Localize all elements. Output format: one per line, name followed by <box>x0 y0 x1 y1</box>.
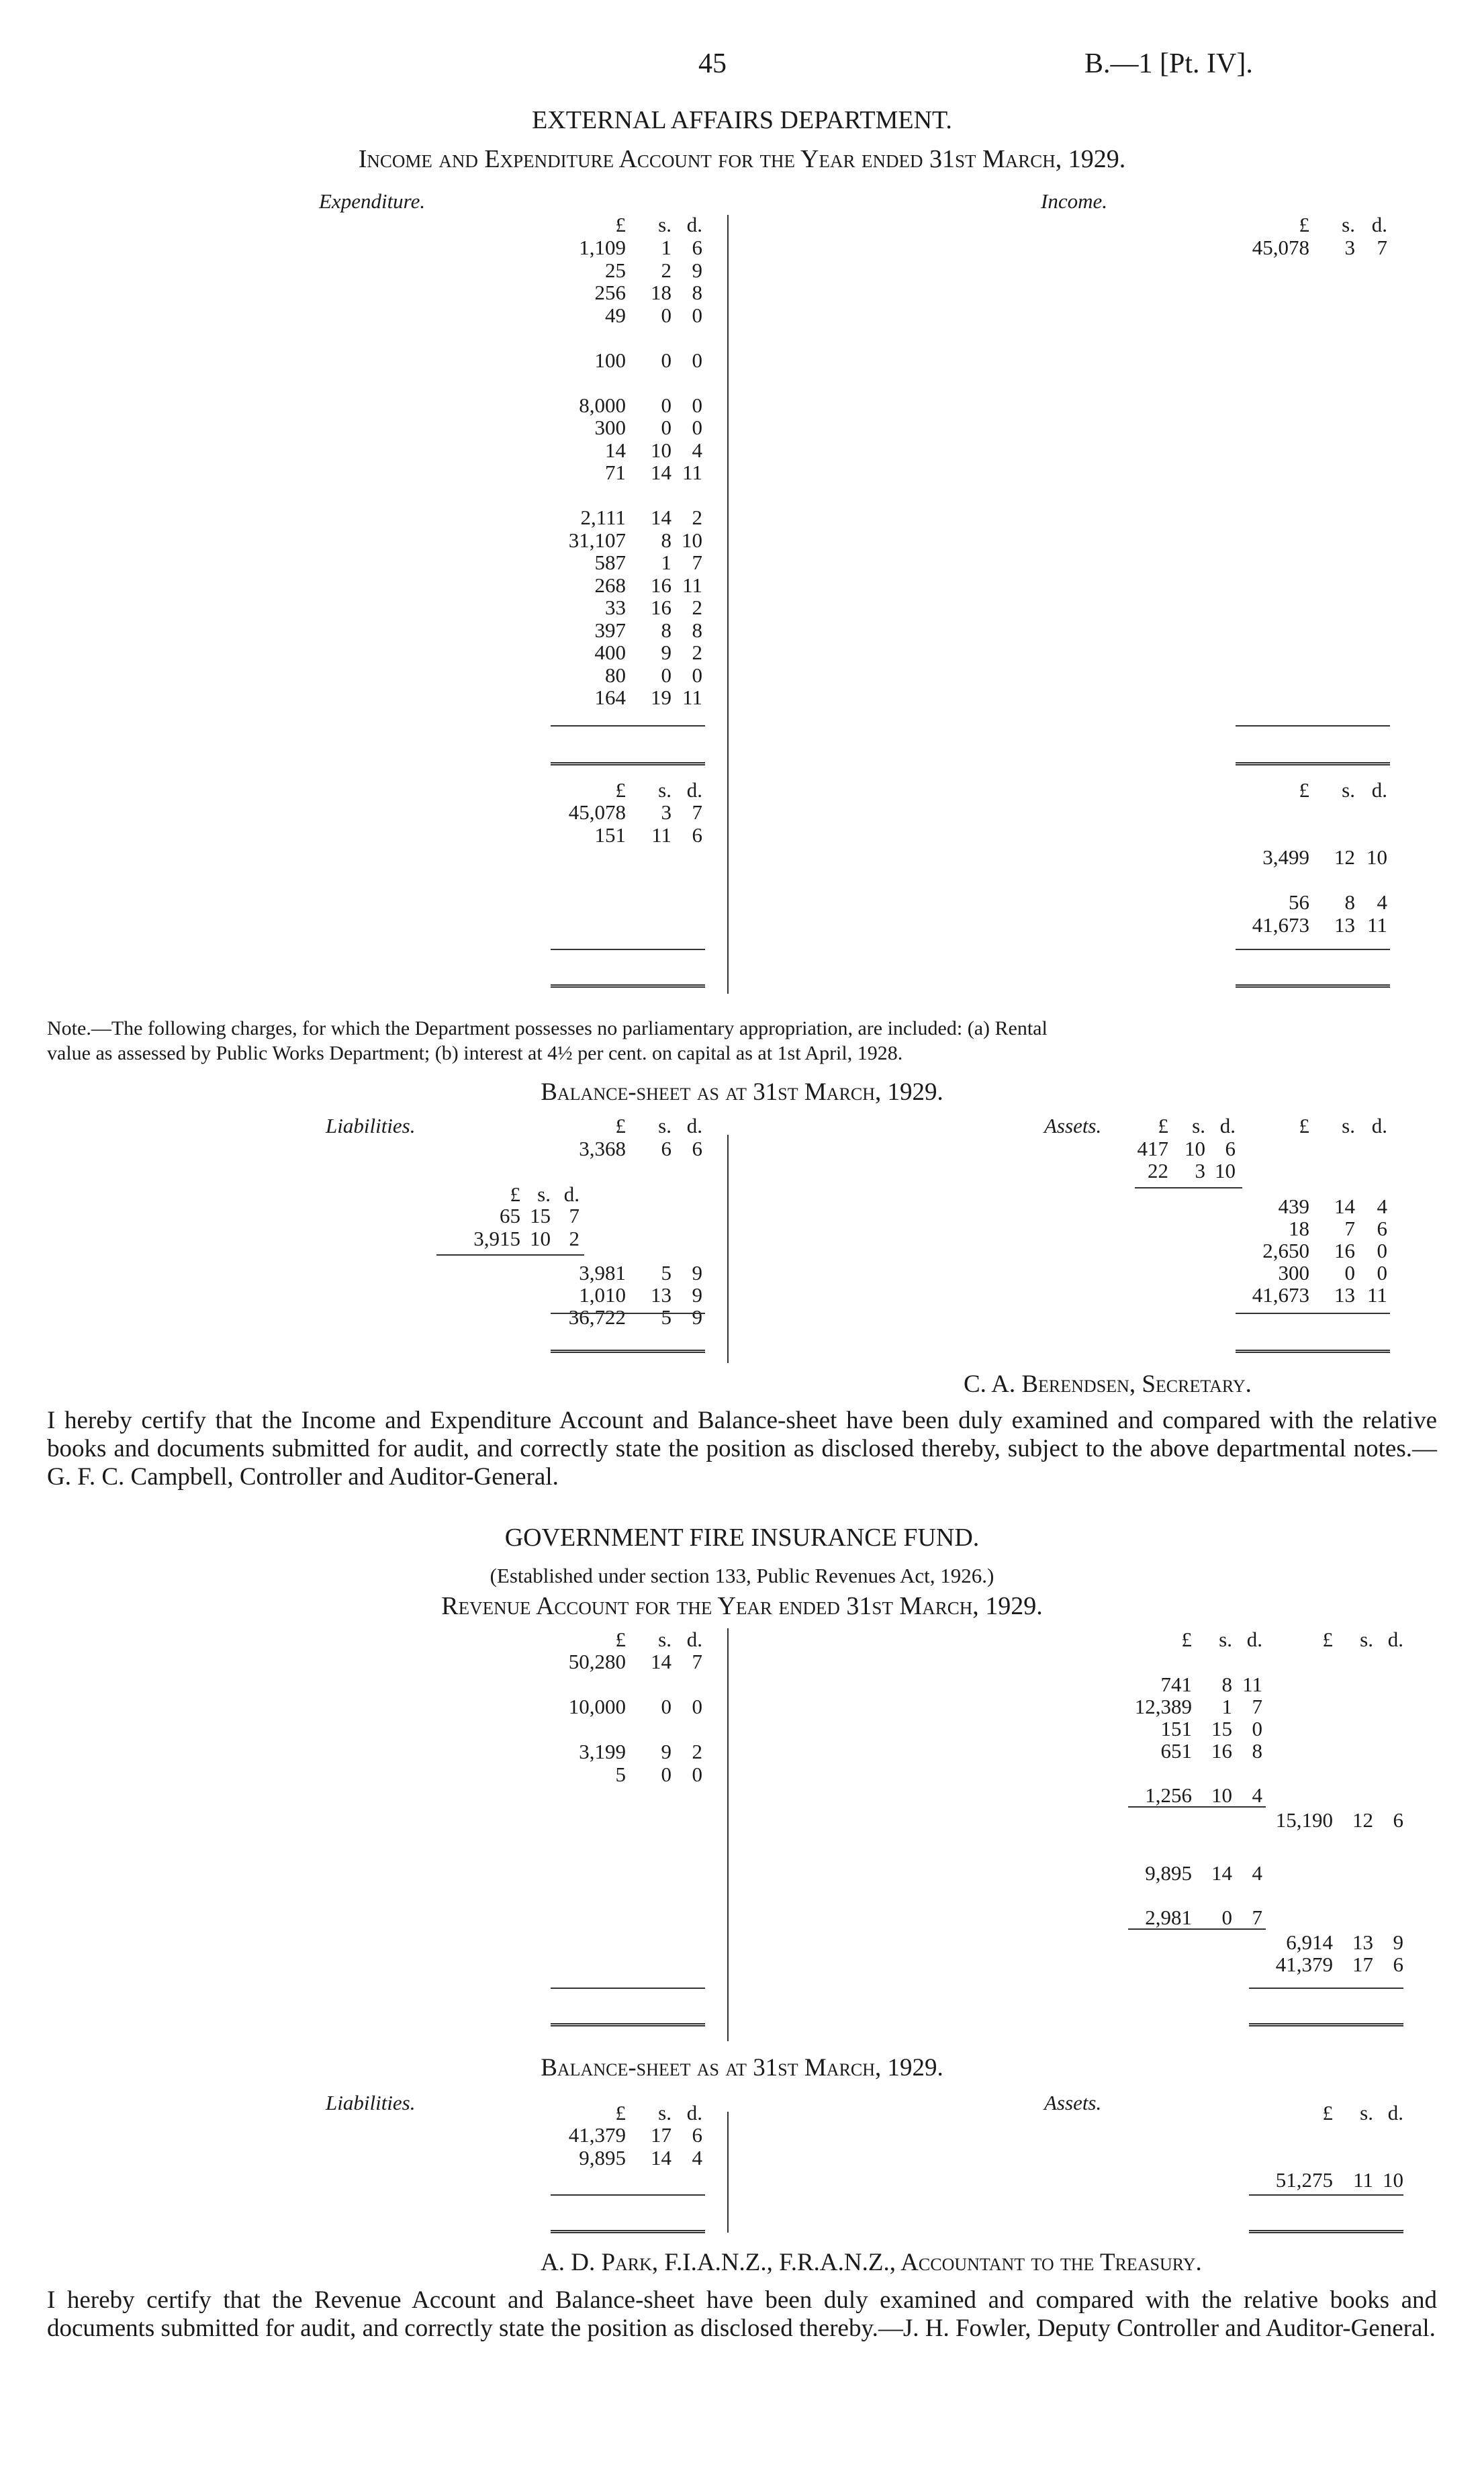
claims-sub-amount-pence: 7 <box>1252 1906 1262 1929</box>
expenditure-row-amount-shillings: 16 <box>651 573 671 597</box>
asset-amount-shillings: 7 <box>1344 1217 1355 1240</box>
shillings-head: s. <box>658 213 671 236</box>
total-double-rule <box>551 984 705 990</box>
expenditure-row-amount-pounds: 256 <box>594 281 626 304</box>
pence-head: d. <box>1371 213 1387 236</box>
pence-head: d. <box>1246 1628 1262 1651</box>
pound-sign: £ <box>1322 2101 1333 2124</box>
expenditure-row-amount-pounds: 71 <box>605 461 626 484</box>
claims-sub-amount-shillings: 15 <box>1211 1717 1232 1740</box>
expenditure-row-amount-pounds: 8,000 <box>579 393 626 417</box>
asset-amount-shillings: 16 <box>1334 1239 1355 1262</box>
claims-sub-amount-pence: 4 <box>1252 1783 1262 1807</box>
asset-sub-amount-pounds: 22 <box>1148 1159 1168 1182</box>
shillings-head: s. <box>1219 1628 1232 1651</box>
expenditure-row-amount-pence: 2 <box>692 506 702 529</box>
audit-certificate-fire: I hereby certify that the Revenue Account and Balance-sheet have been duly examined and compared with the relative books and documents submitted for audit, and correctly state the position as disclosed thereby.—J. H. Fowler, Deputy Controller and Auditor-General. <box>47 2286 1437 2342</box>
revenue-row-amount-shillings: 14 <box>651 1650 671 1673</box>
total-double-rule <box>1236 1350 1390 1356</box>
balance-row-amount-shillings: 11 <box>651 823 671 847</box>
liability-amount-pence: 9 <box>692 1283 702 1307</box>
credit-row-amount-pounds: 56 <box>1289 890 1309 914</box>
column-divider <box>727 1628 729 2041</box>
claims-sub-amount-pence: 0 <box>1252 1717 1262 1740</box>
balance-row-amount-pence: 6 <box>692 823 702 847</box>
asset-amount-pounds: 41,673 <box>1252 1283 1309 1307</box>
expenditure-row-amount-pence: 8 <box>692 281 702 304</box>
credit-row-amount-shillings: 12 <box>1334 845 1355 869</box>
pence-head: d. <box>1371 1114 1387 1137</box>
asset-amount-pence: 6 <box>1377 1217 1387 1240</box>
expenditure-row-amount-shillings: 19 <box>651 686 671 709</box>
pence-head: d. <box>1387 2101 1403 2124</box>
asset-amount-shillings: 14 <box>1334 1195 1355 1218</box>
liability-amount-shillings: 6 <box>661 1137 671 1160</box>
subtotal-rule <box>436 1254 584 1256</box>
pence-head: d. <box>686 1628 702 1651</box>
revenue-row-amount-pounds: 50,280 <box>568 1650 626 1673</box>
departmental-note-line2: value as assessed by Public Works Department; (b) interest at 4½ per cent. on capital as at 1st April, 1928. <box>47 1042 903 1064</box>
asset-sub-amount-pence: 10 <box>1215 1159 1236 1182</box>
expenditure-row-amount-pence: 2 <box>692 596 702 619</box>
liability-sub-amount-shillings: 10 <box>530 1227 551 1250</box>
liability-amount-shillings: 5 <box>661 1261 671 1285</box>
asset-amount-pounds: 439 <box>1278 1195 1309 1218</box>
expenditure-row-amount-pounds: 587 <box>594 551 626 574</box>
pence-head: d. <box>563 1182 579 1206</box>
departmental-note-line1: Note.—The following charges, for which the Department possesses no parliamentary appropriation, are included: (a) Rental <box>47 1017 1048 1039</box>
expenditure-row-amount-shillings: 1 <box>661 551 671 574</box>
expenditure-row-amount-pence: 9 <box>692 258 702 282</box>
shillings-head: s. <box>537 1182 551 1206</box>
subtotal-rule <box>1236 1313 1390 1314</box>
asset-amount-pence: 11 <box>1367 1283 1387 1307</box>
fire-liability-row-amount-pence: 6 <box>692 2123 702 2147</box>
signature-accountant <box>541 2251 1202 2274</box>
claims-sub-amount-pence: 11 <box>1242 1673 1262 1696</box>
asset-amount-pence: 4 <box>1377 1195 1387 1218</box>
claims-sub-amount-shillings: 1 <box>1221 1695 1232 1718</box>
pound-sign: £ <box>1299 1114 1309 1137</box>
shillings-head: s. <box>1342 1114 1355 1137</box>
total-double-rule <box>551 1350 705 1356</box>
shillings-head: s. <box>658 1628 671 1651</box>
expenditure-row-amount-pence: 2 <box>692 641 702 664</box>
expenditure-row-amount-shillings: 10 <box>651 438 671 462</box>
income-row-amount-shillings: 3 <box>1344 236 1355 259</box>
section-subtitle-fire: Revenue Account for the Year ended 31st March, 1929. <box>441 1592 1043 1620</box>
liability-sub-amount-shillings: 15 <box>530 1204 551 1227</box>
asset-amount-shillings: 0 <box>1344 1261 1355 1285</box>
expenditure-row-amount-pence: 0 <box>692 303 702 327</box>
claims-sub-amount-shillings: 16 <box>1211 1739 1232 1763</box>
subtotal-rule <box>551 1313 705 1314</box>
subtotal-rule <box>551 1988 705 1989</box>
asset-amount-pounds: 18 <box>1289 1217 1309 1240</box>
liability-amount-pence: 6 <box>692 1137 702 1160</box>
liability-sub-amount-pence: 7 <box>569 1204 579 1227</box>
expenditure-row-amount-pence: 11 <box>682 573 702 597</box>
subtotal-rule <box>1249 2194 1403 2196</box>
expenditure-row-amount-pence: 7 <box>692 551 702 574</box>
column-divider <box>727 2112 729 2233</box>
fire-assets-label: Assets. <box>1044 2091 1102 2114</box>
balance-sheet-title-external: Balance-sheet as at 31st March, 1929. <box>541 1078 943 1106</box>
asset-sub-amount-shillings: 3 <box>1195 1159 1205 1182</box>
fire-asset-row-amount-pounds: 51,275 <box>1275 2168 1333 2192</box>
section-title-fire: GOVERNMENT FIRE INSURANCE FUND. <box>504 1524 980 1552</box>
claims-sub-amount-pounds: 12,389 <box>1134 1695 1192 1718</box>
subtotal-rule <box>1236 949 1390 950</box>
fire-liability-row-amount-shillings: 17 <box>651 2123 671 2147</box>
liabilities-label: Liabilities. <box>326 1114 416 1137</box>
page-number: 45 <box>698 48 727 79</box>
subtotal-rule <box>551 2194 705 2196</box>
fire-asset-row-amount-pence: 10 <box>1383 2168 1403 2192</box>
expenditure-row-amount-pounds: 300 <box>594 416 626 439</box>
revenue-row-amount-shillings: 0 <box>661 1762 671 1786</box>
expenditure-row-amount-pounds: 14 <box>605 438 626 462</box>
total-double-rule <box>1236 762 1390 768</box>
claims-sub-amount-pounds: 1,256 <box>1145 1783 1192 1807</box>
claims-sub-amount-pounds: 151 <box>1160 1717 1192 1740</box>
pound-sign: £ <box>1181 1628 1192 1651</box>
expenditure-row-amount-pounds: 1,109 <box>579 236 626 259</box>
liability-sub-amount-pounds: 3,915 <box>473 1227 520 1250</box>
expenditure-row-amount-pounds: 400 <box>594 641 626 664</box>
expenditure-row-amount-pounds: 49 <box>605 303 626 327</box>
claims-amount-pence: 9 <box>1393 1930 1403 1954</box>
asset-sub-amount-shillings: 10 <box>1185 1137 1205 1160</box>
total-double-rule <box>1249 2023 1403 2029</box>
balance-sheet-title-fire: Balance-sheet as at 31st March, 1929. <box>541 2054 943 2082</box>
revenue-row-amount-pence: 7 <box>692 1650 702 1673</box>
credit-row-amount-shillings: 13 <box>1334 913 1355 937</box>
expenditure-row-amount-pounds: 100 <box>594 348 626 372</box>
shillings-head: s. <box>658 2101 671 2124</box>
pound-sign: £ <box>1158 1114 1168 1137</box>
revenue-row-amount-shillings: 0 <box>661 1695 671 1718</box>
pence-head: d. <box>686 213 702 236</box>
section-title-external: EXTERNAL AFFAIRS DEPARTMENT. <box>532 106 952 134</box>
shillings-head: s. <box>1342 778 1355 802</box>
expenditure-row-amount-pence: 6 <box>692 236 702 259</box>
fire-liability-row-amount-pence: 4 <box>692 2145 702 2169</box>
expenditure-row-amount-pounds: 164 <box>594 686 626 709</box>
claims-sub-amount-shillings: 8 <box>1221 1673 1232 1696</box>
expenditure-row-amount-shillings: 0 <box>661 663 671 687</box>
document-reference: B.—1 [Pt. IV]. <box>1084 48 1253 79</box>
revenue-row-amount-pence: 2 <box>692 1740 702 1763</box>
shillings-head: s. <box>1360 1628 1373 1651</box>
balance-row-amount-pence: 7 <box>692 800 702 824</box>
expenditure-row-amount-shillings: 16 <box>651 596 671 619</box>
expenditure-row-amount-pence: 4 <box>692 438 702 462</box>
column-divider <box>727 215 729 994</box>
total-double-rule <box>551 2230 705 2236</box>
pound-sign: £ <box>615 1114 626 1137</box>
revenue-row-amount-pence: 0 <box>692 1762 702 1786</box>
subtotal-rule <box>1249 1988 1403 1989</box>
revenue-row-amount-shillings: 9 <box>661 1740 671 1763</box>
expenditure-row-amount-pence: 11 <box>682 461 702 484</box>
credit-row-amount-pence: 11 <box>1367 913 1387 937</box>
claims-sub-amount-shillings: 10 <box>1211 1783 1232 1807</box>
pound-sign: £ <box>615 778 626 802</box>
expenditure-row-amount-shillings: 14 <box>651 461 671 484</box>
signature-text: A. D. Park, F.I.A.N.Z., F.R.A.N.Z., Accountant to the Treasury. <box>541 2249 1202 2276</box>
liability-amount-pence: 9 <box>692 1305 702 1329</box>
pence-head: d. <box>686 1114 702 1137</box>
liability-amount-pounds: 36,722 <box>568 1305 626 1329</box>
credit-row-amount-pounds: 3,499 <box>1262 845 1309 869</box>
asset-sub-amount-pence: 6 <box>1225 1137 1236 1160</box>
liability-sub-amount-pence: 2 <box>569 1227 579 1250</box>
pound-sign: £ <box>1299 778 1309 802</box>
claims-sub-amount-pence: 8 <box>1252 1739 1262 1763</box>
expenditure-row-amount-shillings: 0 <box>661 416 671 439</box>
fire-asset-row-amount-shillings: 11 <box>1353 2168 1373 2192</box>
expenditure-row-amount-shillings: 9 <box>661 641 671 664</box>
pence-head: d. <box>686 778 702 802</box>
asset-amount-pence: 0 <box>1377 1261 1387 1285</box>
liability-amount-pounds: 3,368 <box>579 1137 626 1160</box>
revenue-row-amount-pence: 0 <box>692 1695 702 1718</box>
pence-head: d. <box>1387 1628 1403 1651</box>
pound-sign: £ <box>615 1628 626 1651</box>
claims-sub-amount-pence: 4 <box>1252 1861 1262 1885</box>
expenditure-row-amount-pence: 8 <box>692 618 702 642</box>
expenditure-row-amount-pence: 10 <box>682 528 702 552</box>
total-double-rule <box>1249 2230 1403 2236</box>
credit-row-amount-shillings: 8 <box>1344 890 1355 914</box>
fire-liability-row-amount-pounds: 9,895 <box>579 2145 626 2169</box>
claims-sub-amount-pounds: 741 <box>1160 1673 1192 1696</box>
expenditure-row-amount-pence: 0 <box>692 663 702 687</box>
asset-amount-shillings: 13 <box>1334 1283 1355 1307</box>
expenditure-row-amount-pounds: 25 <box>605 258 626 282</box>
shillings-head: s. <box>658 778 671 802</box>
expenditure-row-amount-pounds: 397 <box>594 618 626 642</box>
expenditure-row-amount-shillings: 0 <box>661 393 671 417</box>
section-subtitle-external: Income and Expenditure Account for the Year ended 31st March, 1929. <box>358 145 1126 173</box>
claims-amount-shillings: 17 <box>1352 1953 1373 1976</box>
total-double-rule <box>551 2023 705 2029</box>
claims-sub-amount-pence: 7 <box>1252 1695 1262 1718</box>
asset-amount-pence: 0 <box>1377 1239 1387 1262</box>
credit-row-amount-pounds: 41,673 <box>1252 913 1309 937</box>
balance-row-amount-shillings: 3 <box>661 800 671 824</box>
expenditure-row-amount-shillings: 18 <box>651 281 671 304</box>
audit-certificate-external: I hereby certify that the Income and Expenditure Account and Balance-sheet have been duly examined and compared with the relative books and documents submitted for audit, and correctly state the position as disclosed thereby, subject to the above departmental notes.—G. F. C. Campbell, Controller and Auditor-General. <box>47 1407 1437 1491</box>
established-note: (Established under section 133, Public Revenues Act, 1926.) <box>490 1564 994 1587</box>
asset-amount-pounds: 2,650 <box>1262 1239 1309 1262</box>
pound-sign: £ <box>510 1182 520 1206</box>
shillings-head: s. <box>1342 213 1355 236</box>
signature-text: C. A. Berendsen, Secretary. <box>964 1370 1252 1398</box>
expenditure-row-amount-shillings: 8 <box>661 528 671 552</box>
revenue-row-amount-pounds: 10,000 <box>568 1695 626 1718</box>
liability-amount-shillings: 5 <box>661 1305 671 1329</box>
claims-amount-pounds: 6,914 <box>1286 1930 1333 1954</box>
fire-liability-row-amount-shillings: 14 <box>651 2145 671 2169</box>
expenditure-row-amount-pence: 0 <box>692 348 702 372</box>
expenditure-row-amount-pounds: 268 <box>594 573 626 597</box>
pound-sign: £ <box>1299 213 1309 236</box>
expenditure-row-amount-pence: 0 <box>692 393 702 417</box>
claims-amount-pence: 6 <box>1393 1808 1403 1832</box>
expenditure-row-amount-pounds: 2,111 <box>580 506 626 529</box>
subtotal-rule <box>551 949 705 950</box>
column-divider <box>727 1135 729 1363</box>
fire-liabilities-label: Liabilities. <box>326 2091 416 2114</box>
claims-sub-amount-shillings: 0 <box>1221 1906 1232 1929</box>
pound-sign: £ <box>1322 1628 1333 1651</box>
liability-amount-pence: 9 <box>692 1261 702 1285</box>
shillings-head: s. <box>658 1114 671 1137</box>
expenditure-row-amount-shillings: 0 <box>661 348 671 372</box>
credit-row-amount-pence: 4 <box>1377 890 1387 914</box>
total-double-rule <box>1236 984 1390 990</box>
expenditure-label: Expenditure. <box>319 189 426 213</box>
pence-head: d. <box>1371 778 1387 802</box>
expenditure-row-amount-pounds: 31,107 <box>568 528 626 552</box>
subtotal-rule <box>1135 1187 1242 1188</box>
claims-sub-amount-pounds: 651 <box>1160 1739 1192 1763</box>
revenue-row-amount-pounds: 5 <box>615 1762 626 1786</box>
expenditure-row-amount-pence: 11 <box>682 686 702 709</box>
claims-amount-shillings: 12 <box>1352 1808 1373 1832</box>
expenditure-row-amount-shillings: 2 <box>661 258 671 282</box>
liability-amount-pounds: 1,010 <box>579 1283 626 1307</box>
claims-sub-amount-shillings: 14 <box>1211 1861 1232 1885</box>
expenditure-row-amount-shillings: 0 <box>661 303 671 327</box>
expenditure-row-amount-shillings: 14 <box>651 506 671 529</box>
shillings-head: s. <box>1360 2101 1373 2124</box>
total-double-rule <box>551 762 705 768</box>
pound-sign: £ <box>615 2101 626 2124</box>
subtotal-rule <box>1128 1928 1266 1930</box>
income-row-amount-pounds: 45,078 <box>1252 236 1309 259</box>
revenue-row-amount-pounds: 3,199 <box>579 1740 626 1763</box>
pence-head: d. <box>686 2101 702 2124</box>
expenditure-row-amount-pounds: 33 <box>605 596 626 619</box>
liability-amount-shillings: 13 <box>651 1283 671 1307</box>
subtotal-rule <box>1236 725 1390 727</box>
pence-head: d. <box>1219 1114 1236 1137</box>
assets-label: Assets. <box>1044 1114 1102 1137</box>
balance-row-amount-pounds: 45,078 <box>568 800 626 824</box>
asset-amount-pounds: 300 <box>1278 1261 1309 1285</box>
claims-sub-amount-pounds: 9,895 <box>1145 1861 1192 1885</box>
balance-row-amount-pounds: 151 <box>594 823 626 847</box>
claims-amount-pounds: 41,379 <box>1275 1953 1333 1976</box>
income-row-amount-pence: 7 <box>1377 236 1387 259</box>
asset-sub-amount-pounds: 417 <box>1137 1137 1168 1160</box>
expenditure-row-amount-pence: 0 <box>692 416 702 439</box>
expenditure-row-amount-shillings: 8 <box>661 618 671 642</box>
claims-amount-pence: 6 <box>1393 1953 1403 1976</box>
income-label: Income. <box>1041 189 1107 213</box>
signature-secretary <box>964 1370 1252 1398</box>
fire-liability-row-amount-pounds: 41,379 <box>568 2123 626 2147</box>
liability-amount-pounds: 3,981 <box>579 1261 626 1285</box>
claims-sub-amount-pounds: 2,981 <box>1145 1906 1192 1929</box>
expenditure-row-amount-shillings: 1 <box>661 236 671 259</box>
pound-sign: £ <box>615 213 626 236</box>
liability-sub-amount-pounds: 65 <box>500 1204 520 1227</box>
claims-amount-shillings: 13 <box>1352 1930 1373 1954</box>
claims-amount-pounds: 15,190 <box>1275 1808 1333 1832</box>
subtotal-rule <box>551 725 705 727</box>
expenditure-row-amount-pounds: 80 <box>605 663 626 687</box>
credit-row-amount-pence: 10 <box>1366 845 1387 869</box>
subtotal-rule <box>1128 1806 1266 1808</box>
shillings-head: s. <box>1192 1114 1205 1137</box>
